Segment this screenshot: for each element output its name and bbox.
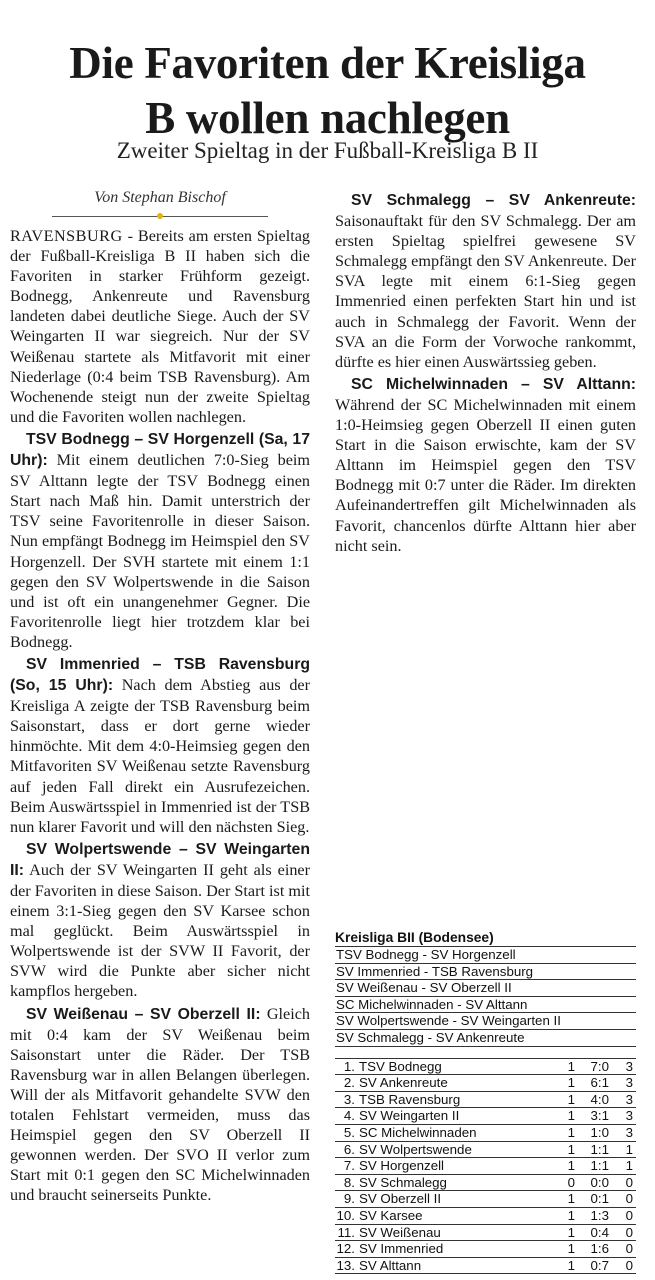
section-lead: SV Wolpertswende – SV Weingarten II: [10, 840, 310, 879]
table-row [335, 1208, 636, 1225]
subheadline: Zweiter Spieltag in der Fußball-Kreisliga B II [116, 138, 539, 163]
table-row [335, 1241, 636, 1258]
fixture-item: SV Schmalegg - SV Ankenreute [335, 1030, 636, 1047]
article-column-left [10, 188, 310, 1206]
section-text: Gleich mit 0:4 kam der SV Weißenau beim Saisonstart unter die Räder. Der TSB Ravensburg war in allen Belangen überlegen. Will der als Mitfavorit gehandelte SVW den totalen Fehlstart vermeiden, muss das Heimspiel gegen den SV Oberzell II gewonnen werden. Der SVO II verlor zum Start mit 0:1 gegen den SC Michelwinnaden und braucht seinerseits Punkte. [10, 1004, 310, 1205]
table-rank: 2. [343, 1075, 355, 1091]
fixture-item: SC Michelwinnaden - SV Alttann [335, 997, 636, 1014]
section-text: Saisonauftakt für den SV Schmalegg. Der am ersten Spieltag spielfrei gewesene SV Schmalegg empfängt den SV Ankenreute. Der SVA legte mit einem 6:1-Sieg gegen Immenried einen perfekten Start hin und ist auch in Schmalegg der Favorit. Wenn der SVA an die Form der Vorwoche rankommt, dürfte es hier einen Auswärtssieg geben. [335, 212, 636, 371]
table-goals: 4:0 [590, 1091, 609, 1107]
table-row [335, 1108, 636, 1125]
table-points: 3 [625, 1108, 633, 1124]
table-rank: 9. [343, 1191, 355, 1207]
table-played: 1 [567, 1257, 575, 1273]
intro-text: - Bereits am ersten Spieltag der Fußball-Kreisliga B II haben sich die Favoriten in starker Frühform gezeigt. Bodnegg, Ankenreute und Ravensburg landeten dabei deutliche Siege. Auch der SV Weingarten II war siegreich. Nur der SV Weißenau startete als Mitfavorit mit einer Niederlage (0:4 beim TSB Ravensburg). Am Wochenende steigt nun der zweite Spieltag und die Favoriten wollen nachlegen. [10, 227, 310, 426]
fixture-item: SV Wolpertswende - SV Weingarten II [335, 1013, 636, 1030]
table-goals: 1:3 [590, 1207, 609, 1223]
section-text: Auch der SV Weingarten II geht als einer der Favoriten in diese Saison. Der Start ist mit einem 3:1-Sieg gegen den SV Karsee schon mal geglückt. Beim Auswärtsspiel in Wolpertswende ist der SVW II Favorit, der SVW wird die Punkte aber sicher nicht kampflos hergeben. [10, 860, 310, 1001]
table-goals: 0:1 [590, 1191, 609, 1207]
table-played: 1 [567, 1241, 575, 1257]
table-goals: 1:1 [590, 1141, 609, 1157]
table-team: SV Schmalegg [359, 1174, 447, 1190]
table-played: 1 [567, 1191, 575, 1207]
table-played: 1 [567, 1141, 575, 1157]
table-row [335, 1125, 636, 1142]
table-team: SV Oberzell II [359, 1191, 442, 1207]
table-points: 1 [625, 1141, 633, 1157]
table-played: 1 [567, 1058, 575, 1074]
table-team: SV Weingarten II [359, 1108, 460, 1124]
table-rank: 12. [336, 1241, 355, 1257]
table-points: 0 [625, 1174, 633, 1190]
section-weissenau [10, 1004, 310, 1206]
fixture-item: TSV Bodnegg - SV Horgenzell [335, 946, 636, 964]
table-row [335, 1075, 636, 1092]
article-column-right [335, 188, 636, 556]
table-goals: 6:1 [590, 1075, 609, 1091]
table-row [335, 1158, 636, 1175]
table-row [335, 1225, 636, 1242]
table-goals: 0:7 [590, 1257, 609, 1273]
table-team: SV Wolpertswende [359, 1141, 472, 1157]
section-text: Mit einem deutlichen 7:0-Sieg beim SV Alttann legte der TSV Bodnegg einen Start nach Maß hin. Damit unterstrich der TSV seine Favoritenrolle in dieser Saison. Nun empfängt Bodnegg im Heimspiel den SV Horgenzell. Der SVH startete mit einem 1:1 gegen den SV Wolpertswende in die Saison und ist oft ein unangenehmer Gegner. Die Favoritenrolle liegt hier trotzdem klar bei Bodnegg. [10, 451, 310, 651]
table-row [335, 1175, 636, 1192]
headline [0, 36, 655, 146]
table-team: SC Michelwinnaden [359, 1124, 477, 1140]
table-row [335, 1142, 636, 1159]
dateline: RAVENSBURG [10, 227, 123, 245]
table-team: TSB Ravensburg [359, 1091, 461, 1107]
table-points: 0 [625, 1224, 633, 1240]
table-rank: 4. [343, 1108, 355, 1124]
table-rank: 7. [343, 1158, 355, 1174]
headline-line-2: B wollen nachlegen [145, 93, 510, 144]
table-played: 1 [567, 1091, 575, 1107]
section-lead: SV Weißenau – SV Oberzell II: [26, 1005, 261, 1023]
table-points: 0 [625, 1257, 633, 1273]
table-rank: 8. [343, 1174, 355, 1190]
section-wolpertswende [10, 839, 310, 1002]
section-text: Nach dem Abstieg aus der Kreisliga A zeigte der TSB Ravensburg beim Saisonstart, dass er dort gerne wieder hinmöchte. Mit dem 4:0-Heimsieg gegen den Mitfavoriten SV Weißenau setzte Ravensburg auf jeden Fall direkt ein Ausrufezeichen. Beim Auswärtsspiel in Immenried ist der TSB nun klarer Favorit und will den nächsten Sieg. [10, 676, 310, 836]
table-rank: 11. [337, 1224, 355, 1240]
fixture-item: SV Immenried - TSB Ravensburg [335, 964, 636, 981]
table-team: SV Immenried [359, 1241, 444, 1257]
table-played: 1 [567, 1158, 575, 1174]
section-text: Während der SC Michelwinnaden mit einem 1:0-Heimsieg gegen Oberzell II einen guten Start in die Saison erwischte, kam der SV Alttann im Heimspiel gegen den TSV Bodnegg mit 0:7 unter die Räder. Im direkten Aufeinandertreffen gilt Michelwinnaden als Favorit, chancenlos dürfte Alttann hier aber nicht sein. [335, 395, 636, 555]
table-row [335, 1092, 636, 1109]
table-row [335, 1191, 636, 1208]
table-played: 1 [567, 1207, 575, 1223]
table-team: SV Horgenzell [359, 1158, 444, 1174]
table-played: 1 [567, 1075, 575, 1091]
league-infobox [335, 930, 636, 1274]
table-played: 1 [567, 1124, 575, 1140]
table-team: SV Karsee [359, 1207, 423, 1223]
section-immenried [10, 654, 310, 837]
table-goals: 0:4 [590, 1224, 609, 1240]
table-points: 1 [625, 1158, 633, 1174]
table-goals: 3:1 [590, 1108, 609, 1124]
table-team: TSV Bodnegg [359, 1058, 442, 1074]
table-goals: 0:0 [590, 1174, 609, 1190]
table-points: 3 [625, 1124, 633, 1140]
section-lead: SV Schmalegg – SV Ankenreute: [351, 192, 636, 209]
headline-line-1: Die Favoriten der Kreisliga [69, 38, 586, 89]
table-played: 1 [567, 1224, 575, 1240]
league-table [335, 1058, 636, 1275]
byline: Von Stephan Bischof [94, 189, 226, 206]
fixture-item: SV Weißenau - SV Oberzell II [335, 980, 636, 997]
table-row [335, 1059, 636, 1076]
table-rank: 5. [343, 1124, 355, 1140]
table-rank: 1. [343, 1058, 355, 1074]
byline-dot-icon [157, 213, 163, 219]
table-goals: 1:1 [590, 1158, 609, 1174]
table-points: 0 [625, 1191, 633, 1207]
section-lead: SV Immenried – TSB Ravensburg (So, 15 Uhr): [10, 655, 310, 695]
table-points: 0 [625, 1207, 633, 1223]
table-goals: 1:0 [590, 1124, 609, 1140]
table-played: 0 [567, 1174, 575, 1190]
table-rank: 10. [336, 1207, 355, 1223]
table-rank: 13. [336, 1257, 355, 1273]
section-schmalegg [335, 190, 636, 372]
table-team: SV Ankenreute [359, 1075, 448, 1091]
section-lead: SC Michelwinnaden – SV Alttann: [351, 375, 636, 393]
table-team: SV Weißenau [359, 1224, 441, 1240]
table-points: 3 [625, 1091, 633, 1107]
table-team: SV Alttann [359, 1257, 422, 1273]
intro-paragraph [10, 226, 310, 427]
table-rank: 3. [343, 1091, 355, 1107]
section-lead: TSV Bodnegg – SV Horgenzell (Sa, 17 Uhr): [10, 430, 310, 470]
table-rank: 6. [343, 1141, 355, 1157]
table-points: 3 [625, 1058, 633, 1074]
infobox-title: Kreisliga BII (Bodensee) [335, 930, 494, 945]
section-bodnegg [10, 429, 310, 652]
section-michelwinnaden [335, 374, 636, 556]
table-points: 3 [625, 1075, 633, 1091]
table-goals: 7:0 [590, 1058, 609, 1074]
table-points: 0 [625, 1241, 633, 1257]
fixture-list [335, 946, 636, 1047]
table-played: 1 [567, 1108, 575, 1124]
byline-rule [52, 208, 268, 224]
table-row [335, 1258, 636, 1275]
table-goals: 1:6 [590, 1241, 609, 1257]
